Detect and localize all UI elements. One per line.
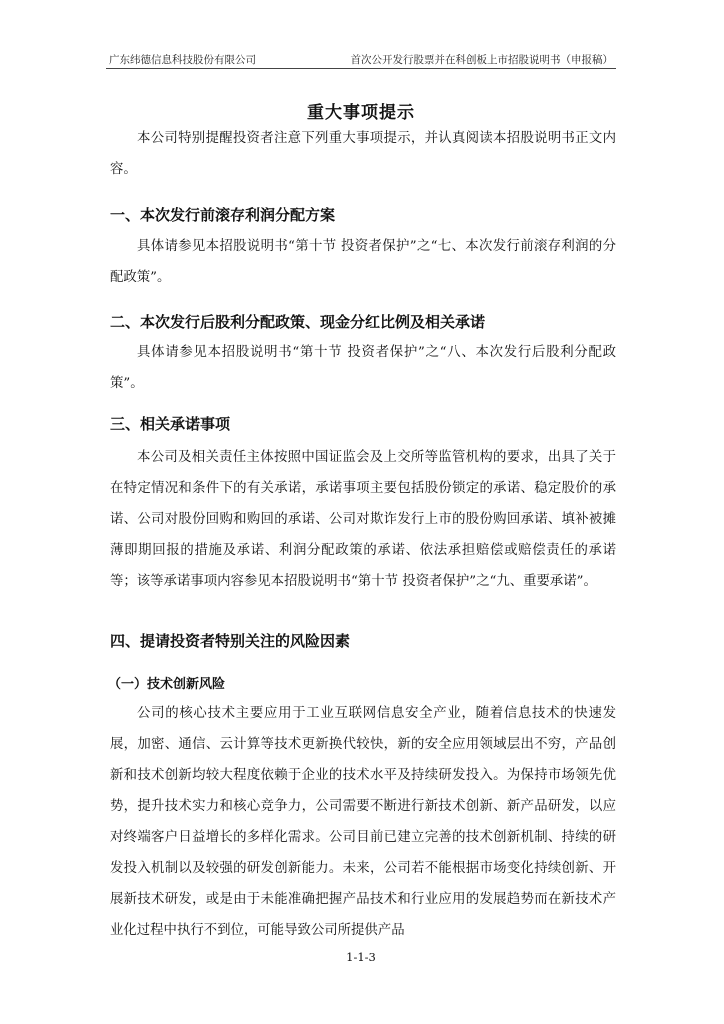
header-company-name: 广东纬德信息科技股份有限公司 — [109, 54, 256, 66]
section-4-heading: 四、提请投资者特别关注的风险因素 — [110, 632, 351, 650]
page-number: 1-1-3 — [346, 950, 376, 964]
section-3-body: 本公司及相关责任主体按照中国证监会及上交所等监管机构的要求，出具了关于在特定情况和条件下的有关承诺，承诺事项主要包括股份锁定的承诺、稳定股价的承诺、公司对股份回购和购回的承诺、公司对欺诈发行上市的股份购回承诺、填补被摊薄即期回报的措施及承诺、利润分配政策的承诺、依法承担赔偿或赔偿责任的承诺等；该等承诺事项内容参见本招股说明书“第十节 投资者保护”之“九、重要承诺”。 — [110, 450, 616, 589]
section-3-heading: 三、相关承诺事项 — [110, 415, 231, 433]
intro-paragraph: 本公司特别提醒投资者注意下列重大事项提示，并认真阅读本招股说明书正文内容。 — [110, 131, 616, 177]
section-4-body: 公司的核心技术主要应用于工业互联网信息安全产业，随着信息技术的快速发展，加密、通信、云计算等技术更新换代较快，新的安全应用领域层出不穷，产品创新和技术创新均较大程度依赖于企业的技术水平及持续研发投入。为保持市场领先优势，提升技术实力和核心竞争力，公司需要不断进行新技术创新、新产品研发，以应对终端客户日益增长的多样化需求。公司目前已建立完善的技术创新机制、持续的研发投入机制以及较强的研发创新能力。未来，公司若不能根据市场变化持续创新、开展新技术研发，或是由于未能准确把握产品技术和行业应用的发展趋势而在新技术产业化过程中执行不到位，可能导致公司所提供产品 — [110, 706, 616, 938]
page-header — [106, 50, 616, 69]
section-1-heading: 一、本次发行前滚存利润分配方案 — [110, 206, 336, 224]
section-2-body: 具体请参见本招股说明书“第十节 投资者保护”之“八、本次发行后股利分配政策”。 — [110, 345, 616, 391]
section-4-subheading: （一）技术创新风险 — [108, 677, 226, 692]
section-2-heading: 二、本次发行后股利分配政策、现金分红比例及相关承诺 — [110, 313, 486, 331]
header-document-title: 首次公开发行股票并在科创板上市招股说明书（申报稿） — [350, 54, 613, 66]
page-title: 重大事项提示 — [307, 103, 415, 123]
section-1-body: 具体请参见本招股说明书“第十节 投资者保护”之“七、本次发行前滚存利润的分配政策”。 — [110, 239, 616, 285]
